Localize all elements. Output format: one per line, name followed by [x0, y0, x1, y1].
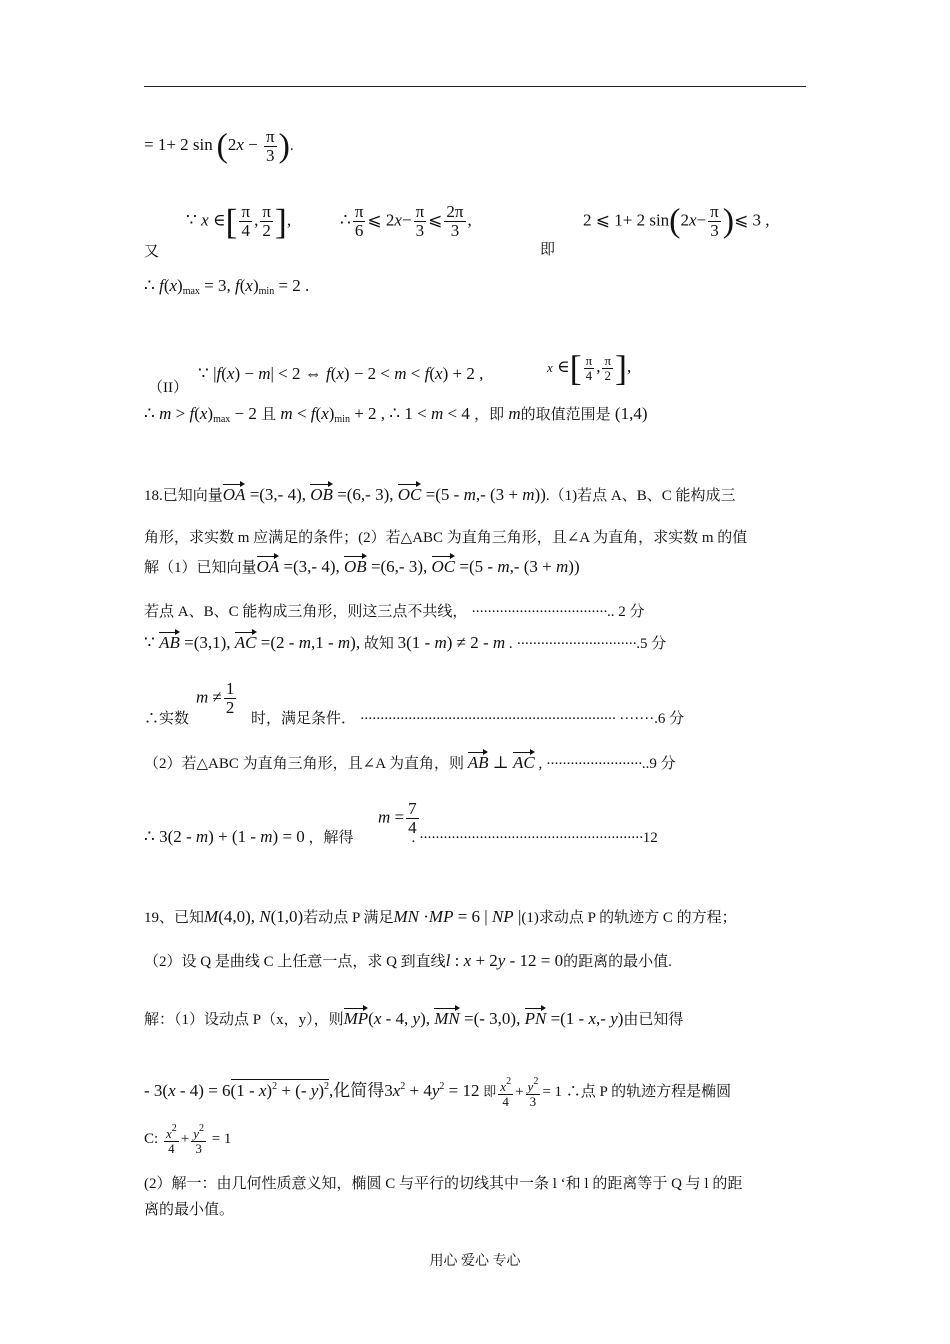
- q19-line2-pre: （2）设 Q 是曲线 C 上任意一点，求 Q 到直线: [144, 954, 446, 970]
- q19-sol-post: 由已知得: [623, 1012, 684, 1028]
- range-value: (1,4): [614, 404, 648, 423]
- q18-step3-post: 时，满足条件．: [251, 711, 357, 727]
- range-suffix: 的取值范围是: [520, 407, 611, 423]
- q18-step1-text: 若点 A、B、C 能构成三角形，则这三点不共线，: [144, 604, 468, 620]
- equation-f-simplified: = 1+ 2 sin (2x − $\frac{\pi}{3}$ ).: [144, 127, 294, 165]
- q18-step5: ∴ 3(2 - m) + (1 - m) = 0 ，解得 . ························································12: [144, 827, 658, 846]
- q18-step3-pre: ∴实数: [144, 711, 190, 727]
- q19-conclusion: ∴点 P 的轨迹方程是椭圆: [565, 1084, 732, 1100]
- q18-step1-score: .. 2 分: [606, 604, 645, 620]
- q18-step2: ∵ AB =(3,1), AC =(2 - m,1 - m), 故知 3(1 - m) ≠ 2 - m . ······························.5 分: [144, 633, 667, 652]
- q18-sol-intro-text: 解（1）已知向量: [144, 560, 257, 576]
- q18-step2-mid: 故知: [363, 636, 394, 652]
- q18-solution-intro: 解（1）已知向量OA =(3,- 4), OB =(6,- 3), OC =(5 - m,- (3 + m)): [144, 557, 580, 576]
- range-text: ，即: [474, 407, 505, 423]
- equation-x-range: ∵ x ∈[ $\frac{\pi}{4}$ , $\frac{\pi}{2}$ ],: [186, 201, 292, 242]
- equation-f-range: 2 ⩽ 1+ 2 sin(2x− $\frac{\pi}{3}$ )⩽ 3 ,: [583, 202, 770, 240]
- q19-ji: 即: [483, 1084, 497, 1099]
- eq-prefix: = 1+ 2 sin: [144, 134, 213, 154]
- q18-title: 18.已知向量: [144, 488, 223, 504]
- q18-step4: （2）若△ABC 为直角三角形，且∠A 为直角，则 AB ⊥ AC , ························..9 分: [144, 753, 676, 772]
- q19-sol-pre: 解：（1）设动点 P（x，y），则: [144, 1012, 344, 1028]
- q19-solution: 解：（1）设动点 P（x，y），则MP(x - 4, y), MN =(- 3,0), PN =(1 - x,- y)由已知得: [144, 1009, 684, 1028]
- q19-equation: - 3(x - 4) = 6(1 - x)$^2$ + (- y)$^2$,化简得$3x^2 + 4y^2 = 12$ 即 $\frac{x^2}{4}$ + $\frac{y^2}{3}$ = 1 ∴点 P 的轨迹方程是椭圆: [144, 1075, 732, 1109]
- q19-ellipse: C: $\frac{x^2}{4}$ + $\frac{y^2}{3}$ = 1: [144, 1123, 232, 1156]
- q18-line1: 18.已知向量OA =(3,- 4), OB =(6,- 3), OC =(5 - m,- (3 + m)).（1)若点 A、B、C 能构成三: [144, 485, 736, 504]
- q18-step5-mid: ，解得: [308, 830, 354, 846]
- part2-label: （II）: [148, 380, 188, 396]
- q18-q-text-1: .（1)若点 A、B、C 能构成三: [545, 488, 736, 504]
- q18-step3: ∴实数 时，满足条件． ································································ ·······.6 分: [144, 711, 685, 727]
- label-ji: 即: [540, 242, 556, 258]
- q18-m-value: m ≠ $\frac{1}{2}$: [196, 679, 235, 717]
- page-footer: 用心 爱心 专心: [429, 1254, 521, 1269]
- q19-title-post: (1)求动点 P 的轨迹方 C 的方程；: [521, 910, 737, 926]
- equation-angle-range: ∴ $\frac{\pi}{6}$ ⩽ 2x− $\frac{\pi}{3}$ ⩽ $\frac{2\pi}{3}$ ,: [340, 202, 472, 240]
- label-you: 又: [144, 244, 160, 260]
- q18-m-solution: m = $\frac{7}{4}$: [378, 799, 417, 837]
- equation-abs-condition: ∵ |f(x) − m| < 2 ⇔ f(x) − 2 < m < f(x) + 2 ,: [198, 364, 484, 383]
- q19-simplify: ,化简得: [328, 1081, 385, 1100]
- q19-part2-line1: (2）解一：由几何性质意义知，椭圆 C 与平行的切线其中一条 l ‘和 l 的距离等于 Q 与 l 的距: [144, 1176, 743, 1192]
- q19-c-label: C:: [144, 1131, 159, 1148]
- header-rule: [144, 86, 806, 87]
- equation-x-range-2: x ∈[ $\frac{\pi}{4}$ , $\frac{\pi}{2}$ ],: [547, 348, 632, 388]
- q18-step1: 若点 A、B、C 能构成三角形，则这三点不共线， ··································.. 2 分: [144, 604, 645, 620]
- equation-f-max-min: ∴ $f(x)_{max} = 3$, $f(x)_{min} = 2$ .: [144, 276, 310, 297]
- q18-step4-text: （2）若△ABC 为直角三角形，且∠A 为直角，则: [144, 756, 464, 772]
- q18-line2: 角形，求实数 m 应满足的条件；(2）若△ABC 为直角三角形，且∠A 为直角，求实数 m 的值: [144, 530, 748, 546]
- q18-step2-score: .5 分: [636, 636, 667, 652]
- equation-m-range: ∴ $m > f(x)_{max} - 2$ 且 $m < f(x)_{min} + 2$ , ∴ 1 < m < 4 ，即 m的取值范围是 (1,4): [144, 404, 648, 425]
- q18-step5-score: 12: [642, 830, 658, 846]
- q18-step4-score: ..9 分: [641, 756, 676, 772]
- q19-line2: （2）设 Q 是曲线 C 上任意一点，求 Q 到直线l : x + 2y - 12 = 0的距离的最小值.: [144, 951, 672, 970]
- q18-step3-score: ·······.6 分: [619, 711, 685, 727]
- label-qie: 且: [261, 407, 277, 423]
- q19-part2-line2: 离的最小值。: [144, 1202, 235, 1218]
- q19-line1: 19、已知M(4,0), N(1,0)若动点 P 满足MN ·MP = 6 | NP |(1)求动点 P 的轨迹方 C 的方程；: [144, 907, 737, 926]
- q19-title-pre: 19、已知: [144, 910, 205, 926]
- q19-title-mid: 若动点 P 满足: [303, 910, 394, 926]
- q19-line2-post: 的距离的最小值.: [563, 954, 672, 970]
